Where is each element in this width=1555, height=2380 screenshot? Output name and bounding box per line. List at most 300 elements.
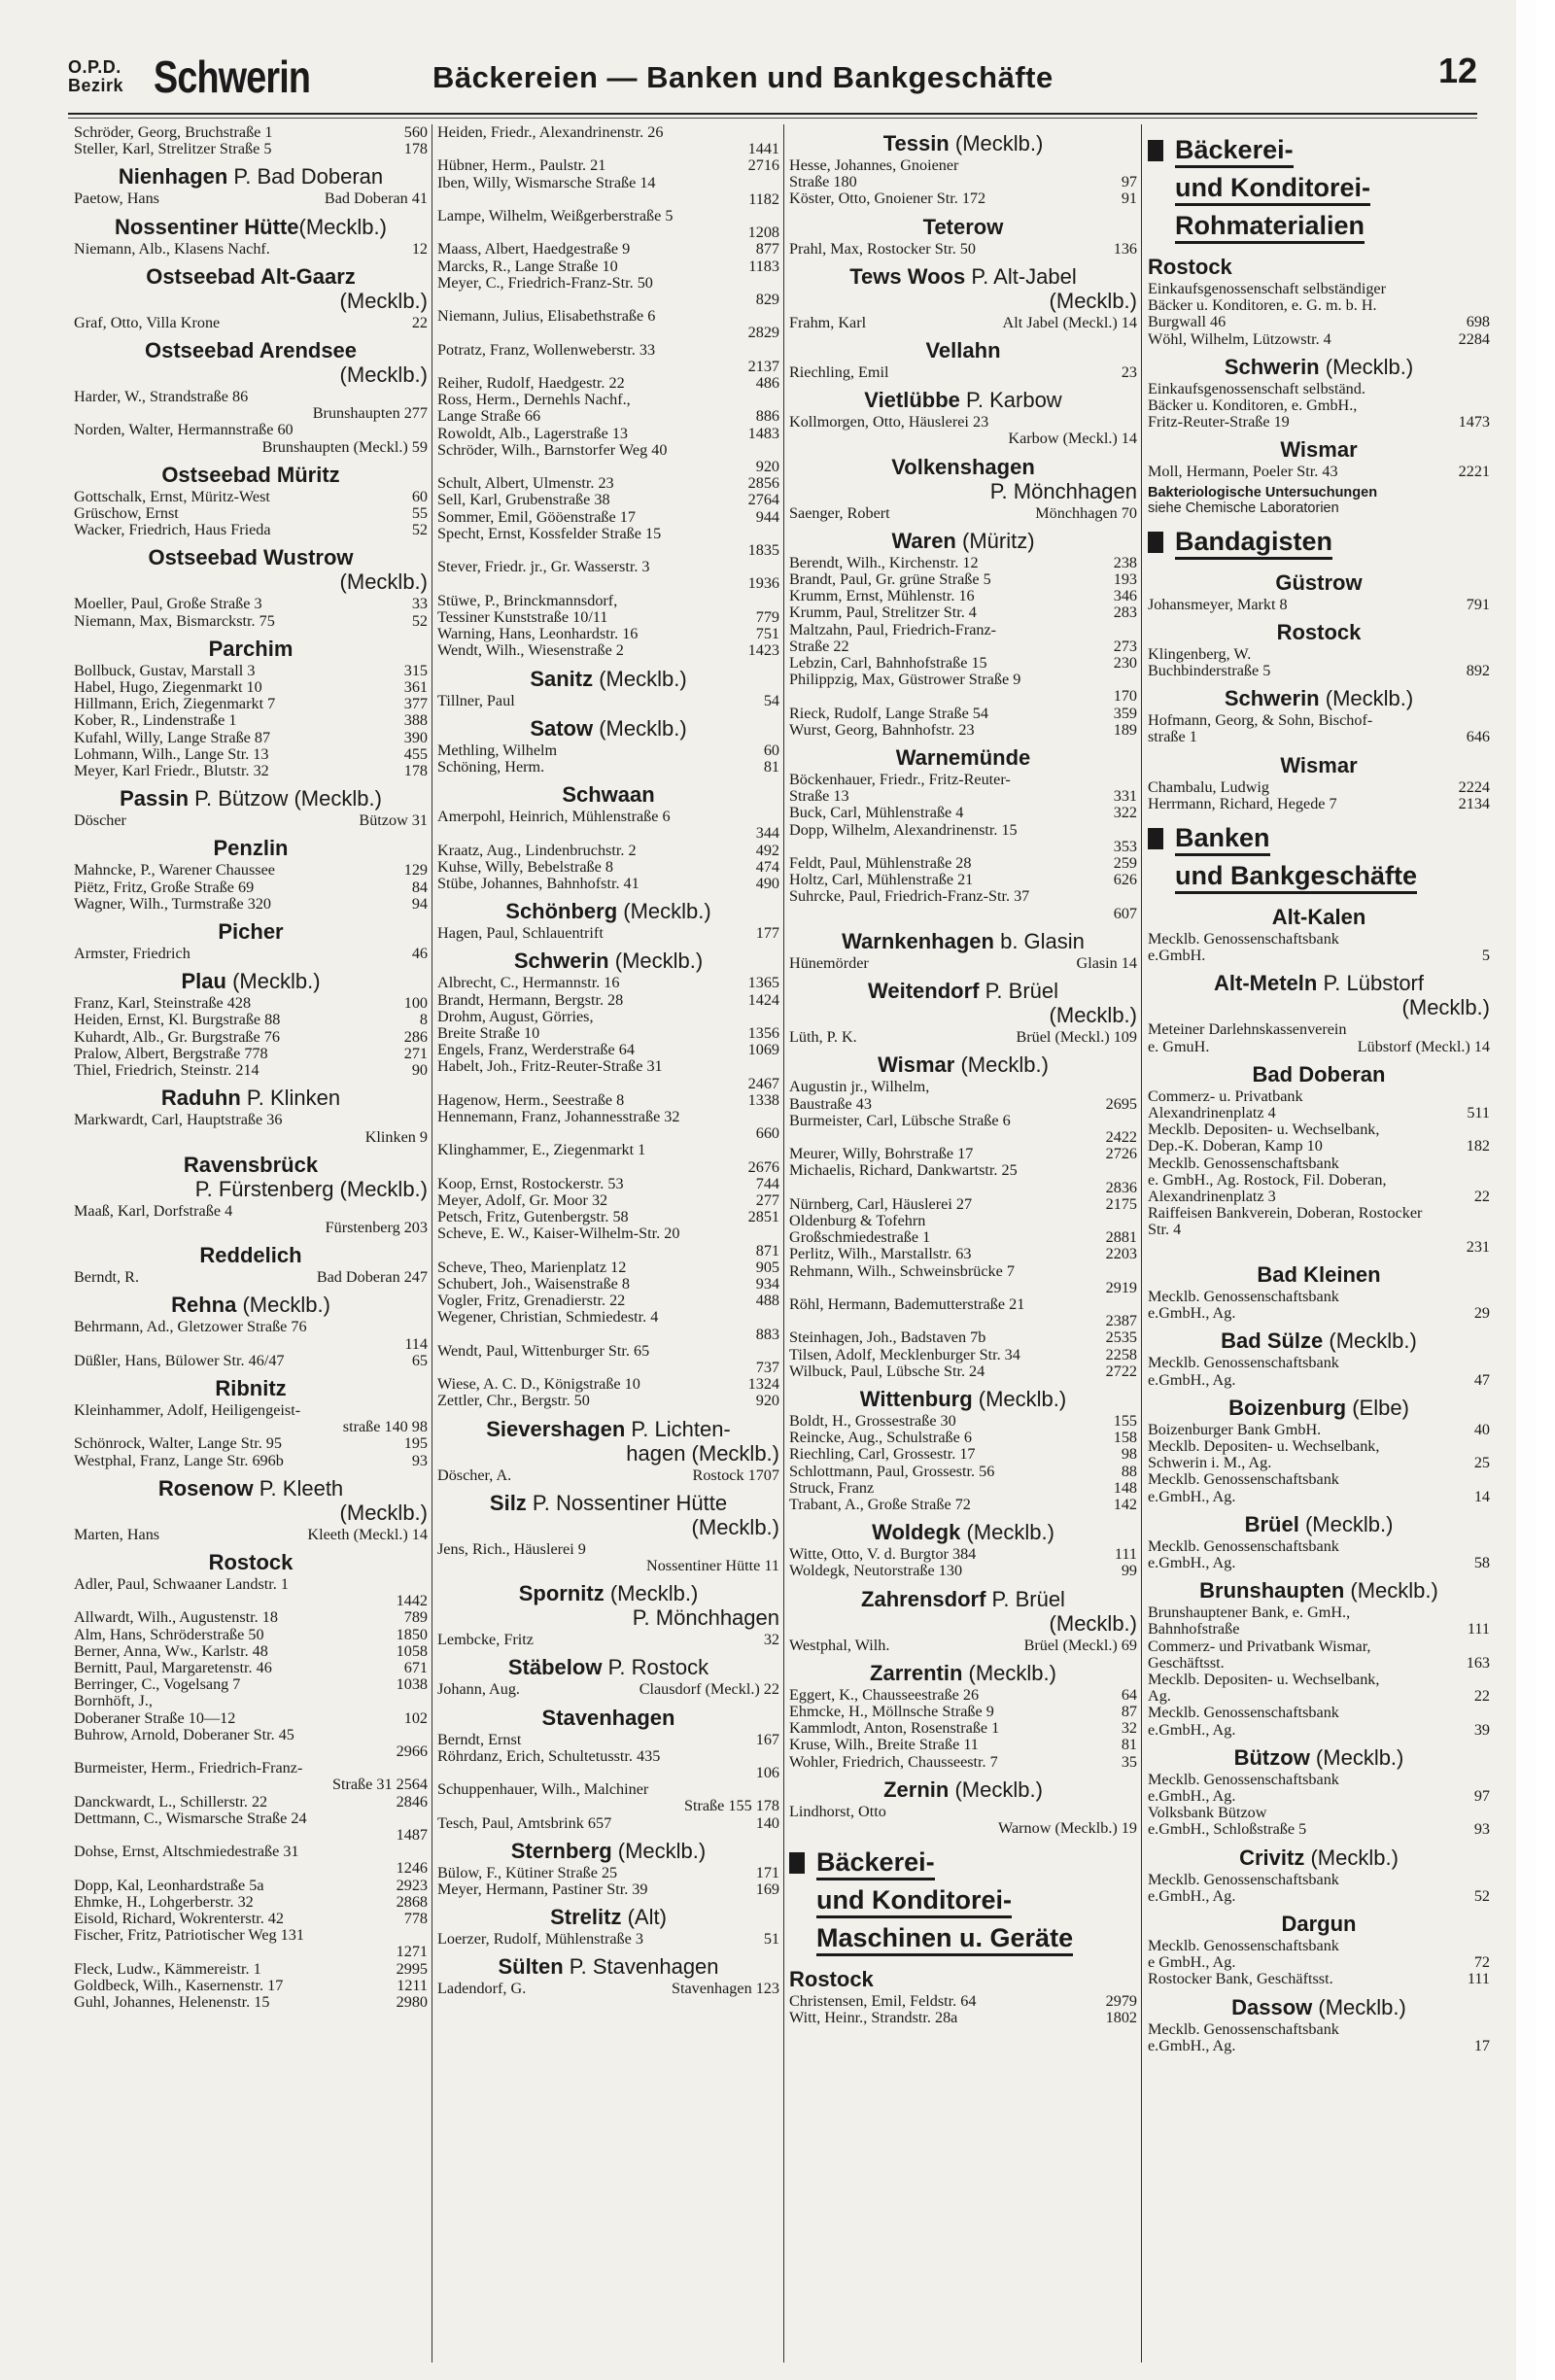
listing-name-address: Straße 22 — [789, 637, 849, 655]
listing-entry — [789, 1446, 1137, 1463]
listing-name-address: Wohler, Friedrich, Chausseestr. 7 — [789, 1752, 998, 1771]
listing-entry — [74, 1878, 428, 1894]
listing-phone: 8 — [419, 1011, 428, 1029]
place-name: Schwerin — [513, 949, 609, 974]
listing-name-address: Graf, Otto, Villa Krone — [74, 313, 221, 331]
place-name: Volkenshagen — [891, 454, 1035, 479]
place-name: Sanitz — [530, 666, 594, 691]
listing-phone: Glasin 14 — [1076, 953, 1137, 972]
listing-name-address: Hofmann, Georg, & Sohn, Bischof- — [1148, 711, 1373, 730]
place-postal-note: (Mecklb.) — [1312, 1994, 1406, 2019]
listing-entry — [1148, 1289, 1490, 1305]
listing-phone: 22 — [411, 313, 428, 331]
listing-name-address: Chambalu, Ludwig — [1148, 777, 1269, 796]
place-postal-note: (Mecklb.) — [1049, 1610, 1137, 1636]
place-heading — [437, 716, 779, 741]
listing-name-address: Geschäftsst. — [1148, 1653, 1225, 1672]
place-heading — [74, 786, 428, 811]
listing-phone: 158 — [1113, 1429, 1137, 1447]
place-name: Rostock — [208, 1549, 294, 1574]
listing-phone: 99 — [1121, 1562, 1137, 1580]
listing-name-address: Bäcker u. Konditoren, e. GmbH., — [1148, 397, 1358, 415]
listing-name-address: Lüth, P. K. — [789, 1028, 857, 1047]
listing-entry — [789, 364, 1137, 381]
place-postal-note: P. Karbow — [959, 388, 1062, 413]
listing-entry — [437, 526, 779, 559]
listing-name-address: Mecklb. Depositen- u. Wechselbank, — [1148, 1121, 1380, 1139]
listing-entry — [437, 492, 779, 508]
listing-entry — [789, 174, 1137, 190]
listing-entry — [789, 2010, 1137, 2026]
listing-name-address: Franz, Karl, Steinstraße 428 — [74, 994, 252, 1013]
listing-entry — [74, 241, 428, 258]
listing-entry — [1148, 464, 1490, 480]
listing-name-address: Riechling, Emil — [789, 363, 889, 382]
listing-phone: Bad Doberan 41 — [324, 190, 428, 208]
listing-entry — [1148, 646, 1490, 663]
place-name: Bad Sülze — [1221, 1328, 1324, 1354]
listing-phone: 744 — [755, 1174, 779, 1192]
listing-entry — [789, 505, 1137, 522]
listing-phone-line: Nossentiner Hütte 11 — [646, 1557, 779, 1575]
place-postal-note: (Mecklb.) — [1049, 1003, 1137, 1028]
place-name: Brunshaupten — [1199, 1578, 1345, 1604]
listing-name-address: Klingenberg, W. — [1148, 644, 1252, 663]
listing-entry — [437, 975, 779, 991]
place-name: Waren — [891, 528, 956, 553]
listing-phone-line: 170 — [1113, 687, 1137, 706]
place-heading — [789, 529, 1137, 553]
listing-name-address: Eisold, Richard, Wokrenterstr. 42 — [74, 1910, 284, 1927]
place-postal-note: P. Lichten- — [625, 1416, 731, 1441]
listing-phone-line: 1182 — [748, 190, 779, 208]
listing-entry — [437, 1881, 779, 1898]
place-heading — [1148, 753, 1490, 777]
listing-entry — [789, 1993, 1137, 2010]
listing-phone: 54 — [763, 691, 779, 709]
listing-entry — [1148, 1305, 1490, 1322]
listing-phone: 2722 — [1105, 1362, 1137, 1380]
listing-name-address: Lindhorst, Otto — [789, 1802, 886, 1820]
listing-name-address: Tillner, Paul — [437, 691, 515, 709]
listing-phone: Rostock 1707 — [692, 1466, 779, 1484]
place-postal-note: (Mecklb.) — [339, 362, 428, 388]
listing-phone: 361 — [403, 678, 428, 697]
listing-entry — [789, 1464, 1137, 1480]
listing-entry — [437, 1009, 779, 1025]
listing-entry — [789, 638, 1137, 655]
listing-entry — [437, 925, 779, 942]
listing-entry — [1148, 397, 1490, 414]
listing-phone: 171 — [755, 1863, 779, 1881]
listing-entry — [437, 1225, 779, 1259]
listing-phone: 88 — [1121, 1462, 1137, 1480]
listing-phone: 193 — [1113, 570, 1137, 589]
listing-name-address: Marcks, R., Lange Straße 10 — [437, 257, 618, 275]
place-heading — [789, 1520, 1137, 1544]
place-name: Crivitz — [1239, 1845, 1305, 1870]
listing-phone: 23 — [1121, 363, 1137, 382]
listing-name-address: Kuhardt, Alb., Gr. Burgstraße 76 — [74, 1027, 280, 1046]
place-postal-note: (Mecklb.) — [1049, 288, 1137, 313]
listing-entry — [437, 259, 779, 275]
place-heading — [789, 1587, 1137, 1636]
listing-phone: 646 — [1466, 728, 1490, 746]
listing-entry — [437, 275, 779, 308]
place-postal-note: (Mecklb.) — [1344, 1578, 1438, 1604]
listing-entry — [74, 862, 428, 879]
listing-phone: 22 — [1473, 1188, 1490, 1206]
listing-entry — [74, 679, 428, 696]
listing-entry — [74, 613, 428, 630]
listing-phone: 33 — [411, 595, 428, 613]
listing-phone: 779 — [755, 607, 779, 626]
listing-phone-line: 2467 — [747, 1074, 779, 1092]
listing-name-address: Zettler, Chr., Bergstr. 50 — [437, 1392, 590, 1410]
column-1 — [74, 124, 428, 2361]
listing-phone: 789 — [403, 1608, 428, 1627]
listing-name-address: Steller, Karl, Strelitzer Straße 5 — [74, 140, 272, 158]
listing-name-address: Koop, Ernst, Rostockerstr. 53 — [437, 1174, 624, 1192]
place-name: Stavenhagen — [541, 1705, 675, 1730]
listing-name-address: Heiden, Friedr., Alexandrinenstr. 26 — [437, 124, 664, 141]
listing-name-address: Markwardt, Carl, Hauptstraße 36 — [74, 1111, 283, 1129]
place-name: Woldegk — [872, 1520, 961, 1545]
listing-name-address: Schuppenhauer, Wilh., Malchiner — [437, 1780, 649, 1799]
listing-entry — [74, 1112, 428, 1145]
listing-phone: 65 — [411, 1351, 428, 1369]
listing-entry — [789, 1213, 1137, 1229]
listing-phone-line: 1208 — [747, 224, 779, 242]
listing-name-address: Moeller, Paul, Große Straße 3 — [74, 595, 262, 613]
place-heading — [74, 215, 428, 239]
place-postal-note: (Mecklb.) — [611, 1838, 707, 1863]
section-marker — [1148, 140, 1163, 161]
listing-entry — [437, 1109, 779, 1142]
listing-phone: 111 — [1467, 1620, 1490, 1638]
listing-entry — [1148, 663, 1490, 679]
place-name: Warnemünde — [895, 745, 1031, 771]
place-postal-note: P. Lübstorf — [1317, 971, 1424, 996]
listing-entry — [437, 208, 779, 241]
place-postal-note: (Mecklb.) — [608, 949, 704, 974]
listing-phone-line: straße 140 98 — [342, 1418, 428, 1436]
listing-name-address: Heiden, Ernst, Kl. Burgstraße 88 — [74, 1011, 281, 1029]
listing-entry — [437, 693, 779, 709]
listing-name-address: e.GmbH., Ag. — [1148, 1720, 1236, 1739]
place-postal-note: P. Klinken — [240, 1086, 341, 1111]
listing-name-address: Mecklb. Genossenschaftsbank — [1148, 1354, 1339, 1372]
listing-phone-line: 2919 — [1105, 1278, 1137, 1296]
listing-name-address: Rowoldt, Alb., Lagerstraße 13 — [437, 424, 629, 442]
section-heading-line: Bäckerei- — [816, 1846, 935, 1880]
listing-entry — [74, 1961, 428, 1978]
listing-phone-line: 607 — [1113, 904, 1137, 922]
listing-entry — [437, 1541, 779, 1574]
listing-name-address: Augustin jr., Wilhelm, — [789, 1078, 930, 1096]
listing-entry — [74, 946, 428, 962]
listing-entry — [1148, 1688, 1490, 1705]
listing-phone: 1356 — [747, 1023, 779, 1042]
listing-entry — [74, 1894, 428, 1911]
listing-name-address: Mecklb. Genossenschaftsbank — [1148, 1287, 1339, 1305]
listing-entry — [74, 141, 428, 157]
place-heading — [74, 545, 428, 594]
listing-entry — [74, 1927, 428, 1960]
listing-name-address: Eggert, K., Chausseestraße 26 — [789, 1685, 980, 1704]
listing-name-address: Dohse, Ernst, Altschmiedestraße 31 — [74, 1843, 299, 1861]
place-postal-note: P. Fürstenberg (Mecklb.) — [194, 1176, 428, 1201]
listing-name-address: Klinghammer, E., Ziegenmarkt 1 — [437, 1141, 646, 1159]
listing-name-address: Buck, Carl, Mühlenstraße 4 — [789, 804, 964, 822]
place-heading — [789, 338, 1137, 362]
listing-entry — [1148, 1888, 1490, 1905]
listing-phone: 2284 — [1458, 329, 1490, 348]
listing-phone: 511 — [1467, 1104, 1490, 1122]
section-heading-line: Bäckerei- — [1175, 134, 1294, 168]
place-postal-note: P. Nossentiner Hütte — [526, 1490, 728, 1515]
listing-phone: 81 — [763, 757, 779, 776]
listing-entry — [789, 1430, 1137, 1446]
place-postal-note: (Mecklb.) — [1323, 1328, 1417, 1354]
place-postal-note: (Mecklb.) — [960, 1520, 1054, 1545]
listing-phone: 136 — [1113, 239, 1137, 258]
place-heading — [789, 1777, 1137, 1802]
place-name: Weitendorf — [867, 979, 980, 1004]
listing-entry — [789, 1563, 1137, 1579]
place-postal-note: (Mecklb.) — [1401, 995, 1490, 1020]
place-name: Ostseebad Alt-Gaarz — [146, 263, 356, 289]
place-heading — [789, 745, 1137, 770]
listing-entry — [437, 1042, 779, 1058]
listing-phone: 1424 — [747, 990, 779, 1009]
listing-name-address: e. GmuH. — [1148, 1037, 1210, 1055]
listing-entry — [74, 663, 428, 679]
place-postal-note: P. Mönchhagen — [632, 1605, 779, 1631]
listing-entry — [789, 788, 1137, 805]
place-name: Bad Kleinen — [1257, 1261, 1381, 1287]
header-rule-thin — [68, 118, 1477, 119]
listing-entry — [789, 1263, 1137, 1296]
listing-name-address: Kraatz, Aug., Lindenbruchstr. 2 — [437, 841, 637, 859]
listing-name-address: Burgwall 46 — [1148, 313, 1227, 331]
listing-entry — [437, 1931, 779, 1948]
place-heading — [789, 455, 1137, 503]
listing-phone: 560 — [403, 124, 428, 141]
listing-name-address: Habelt, Joh., Fritz-Reuter-Straße 31 — [437, 1057, 663, 1076]
listing-name-address: Piëtz, Fritz, Große Straße 69 — [74, 878, 255, 896]
listing-name-address: Petsch, Fritz, Gutenbergstr. 58 — [437, 1208, 629, 1226]
section-marker — [789, 1852, 805, 1874]
listing-name-address: Engels, Franz, Werderstraße 64 — [437, 1041, 635, 1059]
listing-name-address: Saenger, Robert — [789, 503, 890, 522]
listing-name-address: e.GmbH., Ag. — [1148, 1786, 1236, 1805]
listing-phone: 2695 — [1105, 1094, 1137, 1113]
listing-phone: 40 — [1473, 1420, 1490, 1438]
listing-entry — [74, 1676, 428, 1693]
listing-name-address: Niemann, Julius, Elisabethstraße 6 — [437, 307, 656, 326]
listing-entry — [1148, 1105, 1490, 1121]
listing-entry — [74, 1811, 428, 1844]
listing-name-address: Bernitt, Paul, Margaretenstr. 46 — [74, 1658, 272, 1676]
listing-entry — [74, 1319, 428, 1352]
place-heading — [437, 949, 779, 973]
listing-name-address: Meyer, C., Friedrich-Franz-Str. 50 — [437, 273, 653, 292]
listing-phone: 315 — [403, 661, 428, 679]
place-heading — [789, 388, 1137, 412]
listing-phone-line: Brunshaupten (Meckl.) 59 — [261, 437, 428, 456]
listing-entry — [437, 1981, 779, 1997]
listing-name-address: Kuhse, Willy, Bebelstraße 8 — [437, 857, 613, 876]
listing-name-address: Wendt, Wilh., Wiesenstraße 2 — [437, 641, 624, 660]
listing-name-address: Mecklb. Genossenschaftsbank — [1148, 1770, 1339, 1788]
listing-entry — [437, 843, 779, 859]
listing-name-address: Boldt, H., Grossestraße 30 — [789, 1411, 956, 1430]
place-heading — [74, 338, 428, 387]
listing-phone: 2881 — [1105, 1228, 1137, 1247]
listing-name-address: Baustraße 43 — [789, 1094, 872, 1113]
listing-name-address: Niemann, Alb., Klasens Nachf. — [74, 239, 270, 258]
listing-name-address: Buhrow, Arnold, Doberaner Str. 45 — [74, 1725, 294, 1743]
listing-name-address: Kleinhammer, Adolf, Heiligengeist- — [74, 1400, 301, 1419]
listing-entry — [437, 375, 779, 392]
place-heading — [74, 463, 428, 487]
place-name: Rostock — [789, 1967, 874, 1992]
listing-phone: Bad Doberan 247 — [316, 1268, 428, 1287]
listing-entry — [789, 1804, 1137, 1837]
listing-phone: 2221 — [1458, 463, 1490, 481]
listing-entry — [1148, 1722, 1490, 1739]
place-heading — [789, 1052, 1137, 1077]
listing-name-address: Witt, Heinr., Strandstr. 28a — [789, 2009, 958, 2027]
listing-name-address: Kufahl, Willy, Lange Straße 87 — [74, 728, 271, 746]
listing-phone: 5 — [1481, 947, 1490, 965]
listing-name-address: Pralow, Albert, Bergstraße 778 — [74, 1044, 268, 1062]
listing-entry — [1148, 796, 1490, 812]
listing-name-address: Albrecht, C., Hermannstr. 16 — [437, 974, 620, 992]
listing-name-address: Hillmann, Erich, Ziegenmarkt 7 — [74, 695, 276, 713]
listing-phone: 1324 — [747, 1375, 779, 1394]
listing-name-address: Fritz-Reuter-Straße 19 — [1148, 413, 1290, 431]
listing-entry — [74, 1576, 428, 1609]
listing-entry — [437, 1259, 779, 1276]
listing-name-address: Behrmann, Ad., Gletzower Straße 76 — [74, 1318, 307, 1336]
listing-name-address: Düßler, Hans, Bülower Str. 46/47 — [74, 1351, 285, 1369]
listing-entry — [437, 1176, 779, 1192]
listing-name-address: Burmeister, Herm., Friedrich-Franz- — [74, 1759, 303, 1777]
listing-entry — [789, 955, 1137, 972]
place-heading — [1148, 1396, 1490, 1420]
listing-name-address: Meyer, Hermann, Pastiner Str. 39 — [437, 1880, 648, 1899]
place-postal-note: P. Mönchhagen — [989, 478, 1137, 503]
listing-name-address: Krumm, Ernst, Mühlenstr. 16 — [789, 587, 975, 605]
listing-entry — [437, 1632, 779, 1648]
place-heading — [789, 215, 1137, 239]
listing-name-address: Perlitz, Wilh., Marstallstr. 63 — [789, 1245, 972, 1263]
listing-phone: 486 — [755, 374, 779, 393]
listing-name-address: Stüwe, P., Brinckmannsdorf, — [437, 591, 618, 609]
listing-name-address: Kammlodt, Anton, Rosenstraße 1 — [789, 1719, 1000, 1738]
section-heading-line: Rohmaterialien — [1175, 210, 1365, 244]
place-heading — [437, 1954, 779, 1979]
listing-entry — [74, 124, 428, 141]
place-postal-note: (Mecklb.) — [949, 131, 1044, 155]
listing-phone-line: 1936 — [747, 574, 779, 593]
listing-entry — [74, 1402, 428, 1435]
section-heading — [1148, 822, 1490, 898]
listing-entry — [789, 1413, 1137, 1430]
place-postal-note: (Mecklb.) — [339, 288, 428, 313]
listing-name-address: Kollmorgen, Otto, Häuslerei 23 — [789, 413, 989, 431]
listing-phone: 2979 — [1105, 1992, 1137, 2011]
listing-name-address: Trabant, A., Große Straße 72 — [789, 1495, 971, 1513]
listing-entry — [74, 763, 428, 779]
listing-entry — [1148, 1555, 1490, 1571]
listing-phone: 1423 — [747, 641, 779, 660]
listing-entry — [1148, 1422, 1490, 1438]
listing-name-address: Warning, Hans, Leonhardstr. 16 — [437, 625, 639, 643]
listing-entry — [1148, 1971, 1490, 1987]
listing-entry — [74, 1727, 428, 1760]
listing-phone: 359 — [1113, 704, 1137, 722]
listing-entry — [1148, 1805, 1490, 1821]
listing-entry — [74, 1012, 428, 1028]
listing-name-address: Commerz- und Privatbank Wismar, — [1148, 1637, 1371, 1655]
listing-phone-line: 2966 — [396, 1742, 428, 1760]
place-heading — [1148, 686, 1490, 710]
listing-entry — [789, 888, 1137, 921]
listing-name-address: Bäcker u. Konditoren, e. G. m. b. H. — [1148, 296, 1377, 315]
place-heading — [437, 899, 779, 923]
listing-name-address: Danckwardt, L., Schillerstr. 22 — [74, 1792, 268, 1811]
place-name: Raduhn — [160, 1086, 241, 1111]
listing-phone: 455 — [403, 744, 428, 763]
listing-name-address: Struck, Franz — [789, 1478, 875, 1497]
listing-name-address: Lampe, Wilhelm, Weißgerberstraße 5 — [437, 207, 674, 225]
listing-name-address: Bornhöft, J., — [74, 1692, 153, 1710]
listing-entry — [789, 855, 1137, 872]
listing-entry — [74, 1794, 428, 1811]
listing-entry — [437, 1293, 779, 1309]
section-heading-lines — [1175, 134, 1370, 248]
listing-name-address: Ladendorf, G. — [437, 1980, 527, 1998]
place-heading — [1148, 570, 1490, 595]
place-heading — [437, 1905, 779, 1929]
place-name: Bad Doberan — [1252, 1061, 1386, 1087]
listing-entry — [1148, 779, 1490, 796]
page-header — [68, 51, 1477, 109]
place-name: Zahrensdorf — [861, 1586, 986, 1611]
listing-phone: 47 — [1473, 1370, 1490, 1389]
place-heading — [789, 264, 1137, 313]
listing-phone: 388 — [403, 711, 428, 730]
listing-entry — [789, 190, 1137, 207]
listing-phone: 64 — [1121, 1685, 1137, 1704]
listing-phone: 346 — [1113, 587, 1137, 605]
listing-name-address: Wurst, Georg, Bahnhofstr. 23 — [789, 720, 975, 739]
place-name: Schönberg — [505, 899, 618, 924]
place-postal-note: (Mecklb.) — [604, 1581, 699, 1606]
listing-phone: 230 — [1113, 654, 1137, 673]
listing-entry — [74, 505, 428, 522]
listing-name-address: Hesse, Johannes, Gnoiener — [789, 156, 959, 174]
listing-phone: 35 — [1121, 1752, 1137, 1771]
place-name: Boizenburg — [1228, 1395, 1347, 1420]
listing-phone: 626 — [1113, 871, 1137, 889]
listing-phone-line: Straße 31 2564 — [331, 1776, 428, 1794]
listing-entry — [1148, 1471, 1490, 1488]
listing-phone-line: 106 — [755, 1764, 779, 1782]
